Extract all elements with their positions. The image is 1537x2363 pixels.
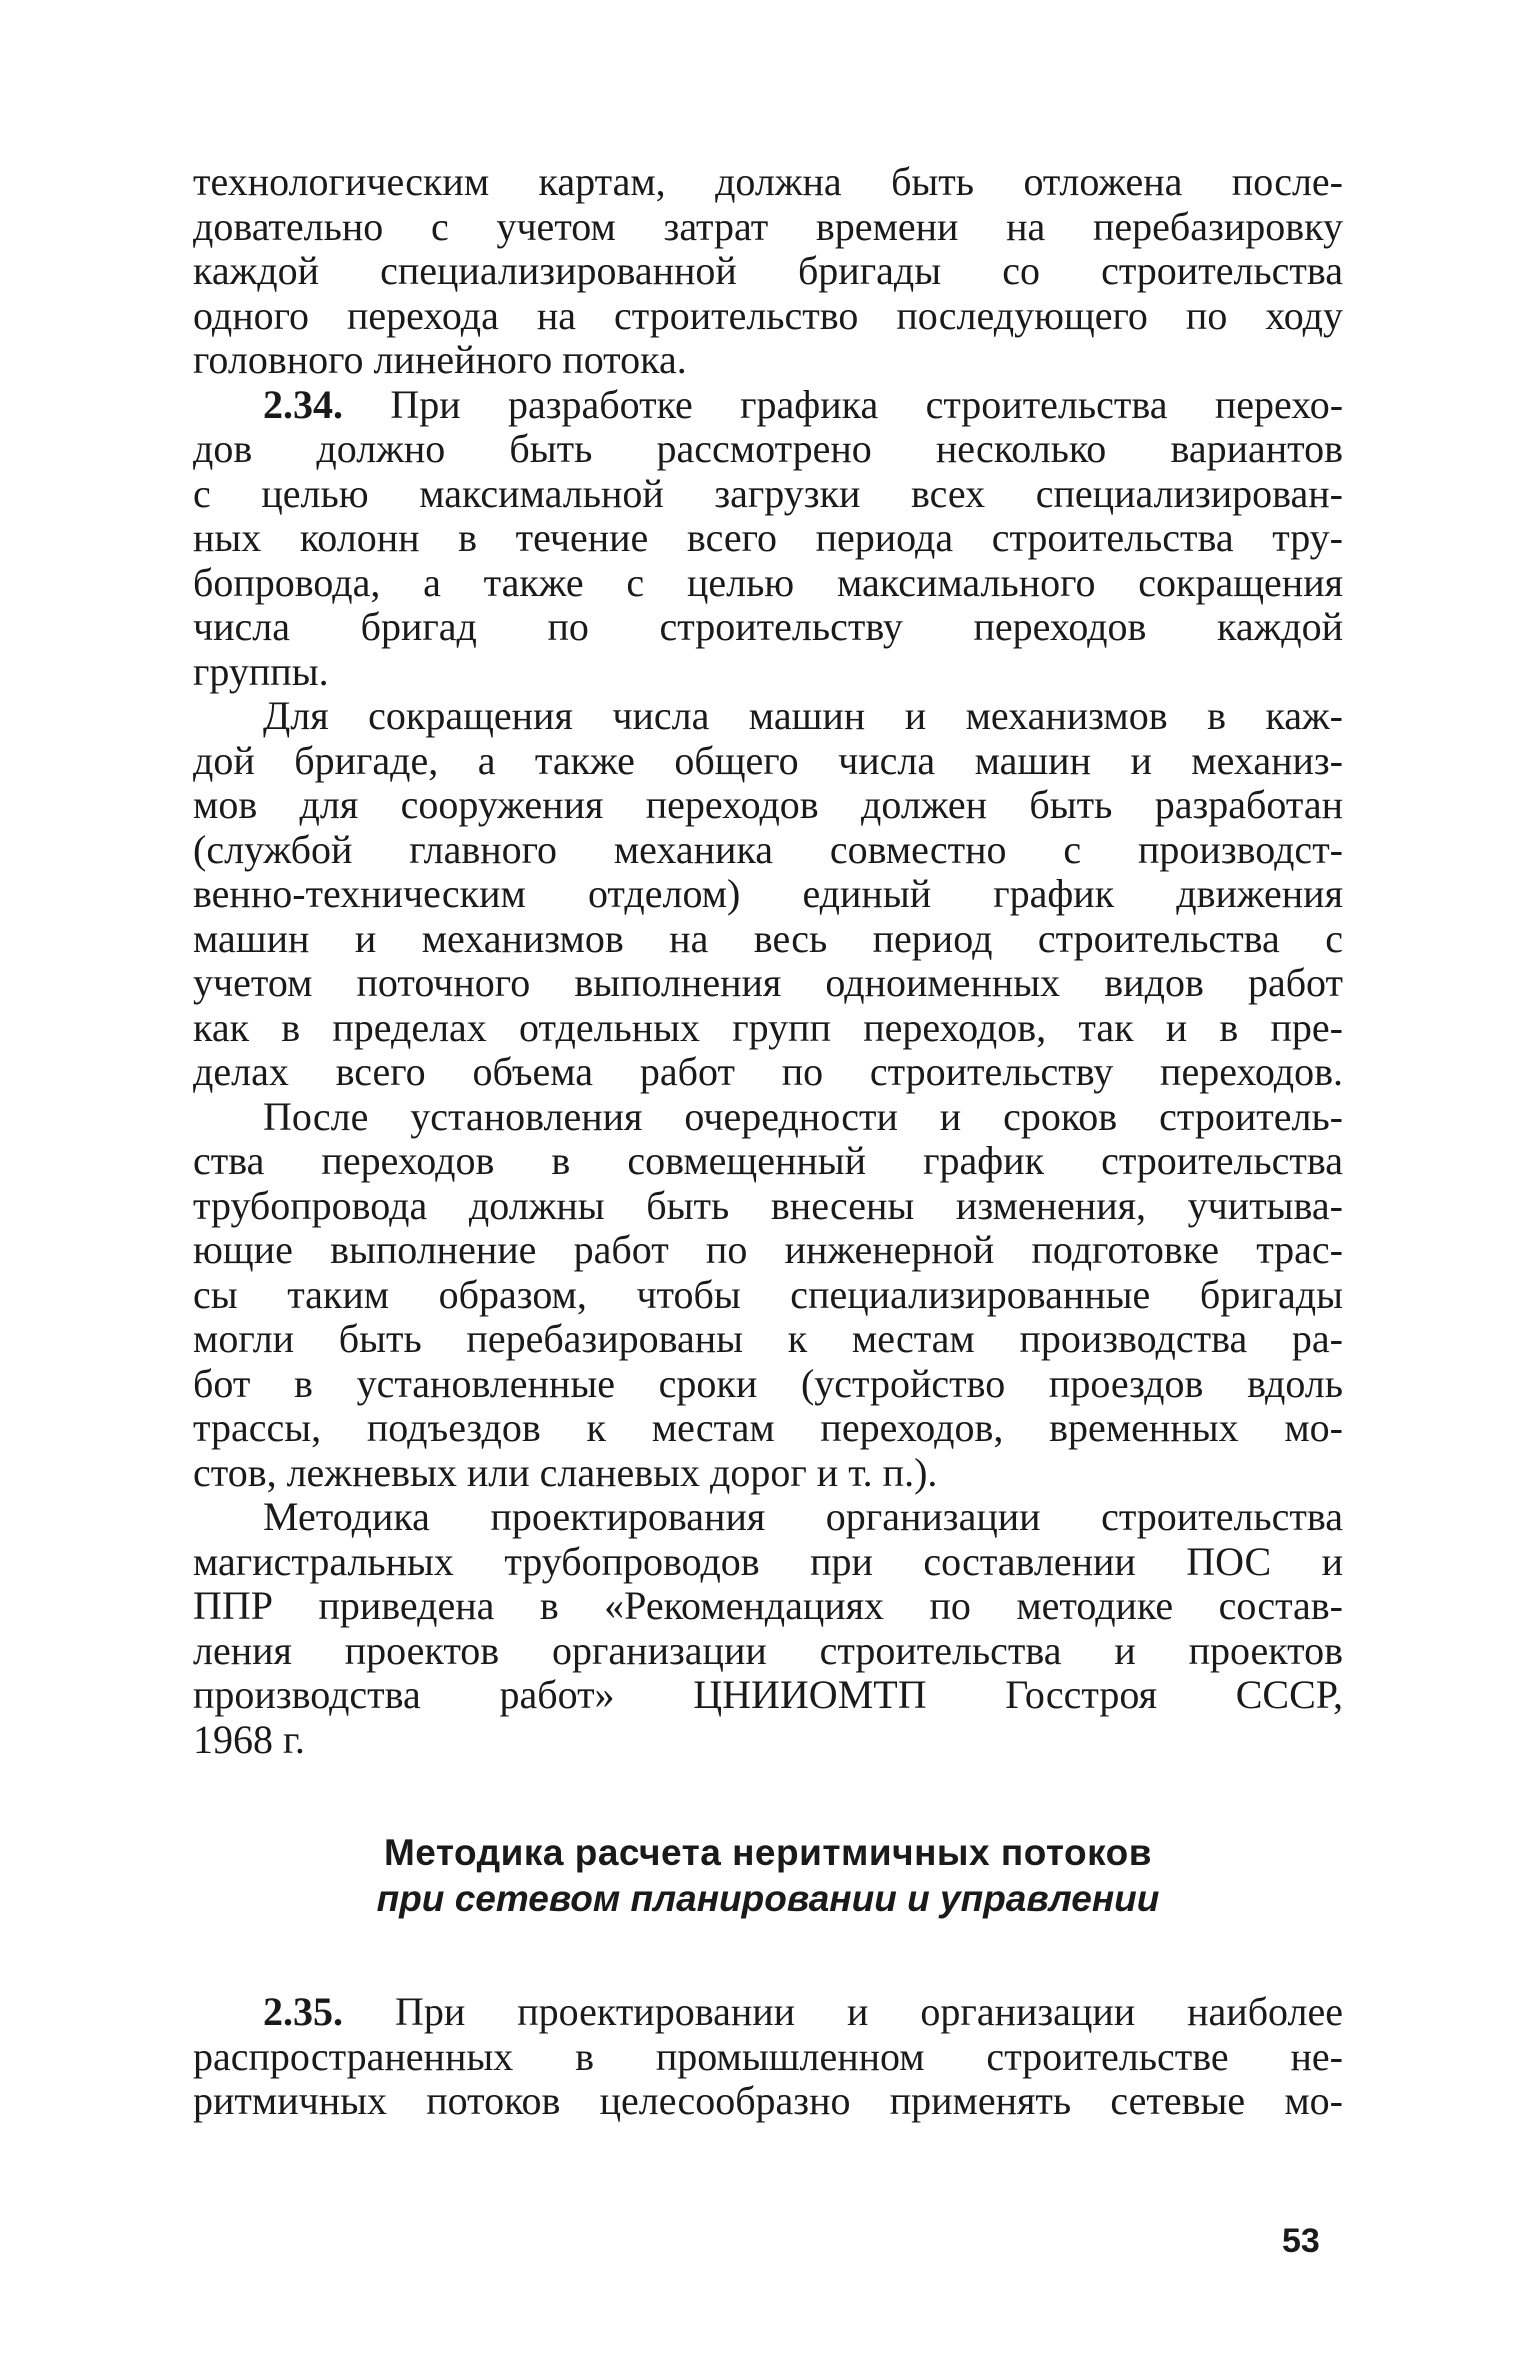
text-line: могли быть перебазированы к местам производства ра- <box>193 1316 1343 1361</box>
text-line: сы таким образом, чтобы специализированные бригады <box>193 1271 1343 1317</box>
text-line: распространенных в промышленном строительстве не- <box>193 2033 1343 2079</box>
text-line: с целью максимальной загрузки всех специализирован- <box>193 470 1343 516</box>
text-line: технологическим картам, должна быть отложена после- <box>193 159 1343 204</box>
text-line: бот в установленные сроки (устройство проездов вдоль <box>193 1360 1343 1406</box>
text-line: ющие выполнение работ по инженерной подготовке трас- <box>193 1227 1343 1272</box>
text-line: 1968 г. <box>193 1716 305 1762</box>
paragraph-schedule <box>193 1095 1343 1496</box>
text-line: После установления очередности и сроков строитель- <box>263 1093 1343 1139</box>
text-line: мов для сооружения переходов должен быть разработан <box>193 782 1343 827</box>
clause-text: При проектировании и организации наиболее <box>394 1989 1343 2034</box>
text-line: довательно с учетом затрат времени на перебазировку <box>193 203 1343 249</box>
text-line: ППР приведена в «Рекомендациях по методике состав- <box>193 1583 1343 1628</box>
text-line: ления проектов организации строительства и проектов <box>193 1627 1343 1673</box>
text-line: венно-техническим отделом) единый график движения <box>193 871 1343 916</box>
text-line <box>193 1990 1343 2035</box>
text-line: (службой главного механика совместно с производст- <box>193 826 1343 872</box>
text-line: магистральных трубопроводов при составлении ПОС и <box>193 1538 1343 1584</box>
paragraph-continuation <box>193 160 1343 383</box>
text-line: ства переходов в совмещенный график строительства <box>193 1138 1343 1183</box>
text-line: производства работ» ЦНИИОМТП Госстроя СССР, <box>193 1672 1343 1717</box>
text-line: числа бригад по строительству переходов каждой <box>193 604 1343 649</box>
text-line: машин и механизмов на весь период строительства с <box>193 915 1343 961</box>
text-line: головного линейного потока. <box>193 337 687 382</box>
paragraph-machines <box>193 694 1343 1095</box>
paragraph-methodology <box>193 1495 1343 1762</box>
text-line: дой бригаде, а также общего числа машин и механиз- <box>193 737 1343 783</box>
section-heading <box>193 1830 1343 1922</box>
text-line: Методика проектирования организации строительства <box>263 1494 1343 1539</box>
text-line: делах всего объема работ по строительству переходов. <box>193 1049 1343 1094</box>
text-line: дов должно быть рассмотрено несколько вариантов <box>193 426 1343 471</box>
page-number: 53 <box>1282 2222 1320 2260</box>
clause-text: При разработке графика строительства перехо- <box>390 381 1344 427</box>
text-line: трассы, подъездов к местам переходов, временных мо- <box>193 1405 1343 1450</box>
text-line: учетом поточного выполнения одноименных видов работ <box>193 960 1343 1005</box>
page-body <box>193 160 1343 2124</box>
text-line: каждой специализированной бригады со строительства <box>193 248 1343 293</box>
paragraph-2-34 <box>193 383 1343 695</box>
text-line: группы. <box>193 648 329 694</box>
text-line: как в пределах отдельных групп переходов, так и в пре- <box>193 1004 1343 1050</box>
text-line: одного перехода на строительство последующего по ходу <box>193 292 1343 338</box>
clause-number: 2.35. <box>263 1989 343 2034</box>
text-line: ных колонн в течение всего периода строительства тру- <box>193 515 1343 560</box>
text-line: стов, лежневых или сланевых дорог и т. п.). <box>193 1449 938 1495</box>
text-line: трубопровода должны быть внесены изменения, учитыва- <box>193 1182 1343 1228</box>
text-line: бопровода, а также с целью максимального сокращения <box>193 559 1343 605</box>
text-line: ритмичных потоков целесообразно применять сетевые мо- <box>193 2078 1343 2123</box>
text-line <box>193 383 1343 428</box>
paragraph-2-35 <box>193 1990 1343 2124</box>
clause-number: 2.34. <box>263 381 343 427</box>
section-title: Методика расчета неритмичных потоков <box>383 1832 1153 1873</box>
text-line: Для сокращения числа машин и механизмов в каж- <box>263 693 1343 738</box>
section-subtitle: при сетевом планировании и управлении <box>376 1878 1160 1919</box>
